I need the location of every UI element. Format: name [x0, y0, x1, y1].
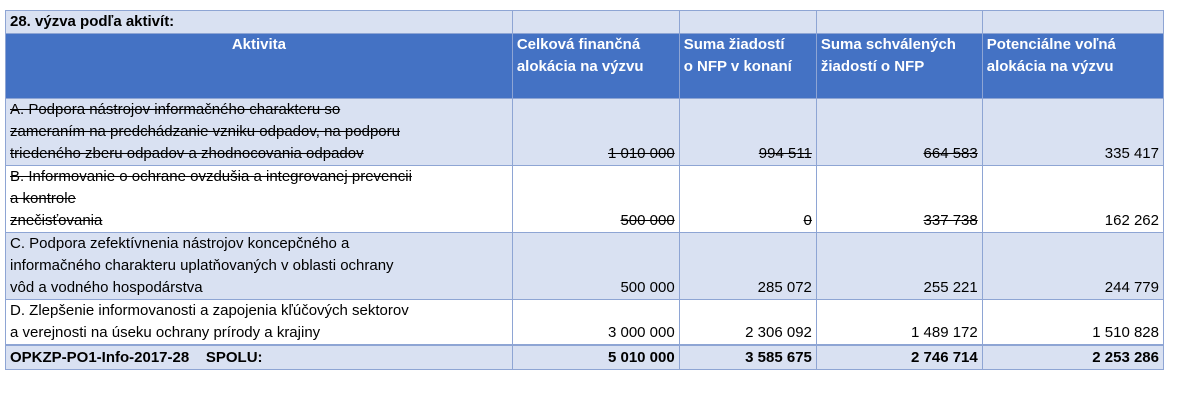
- free-cell: 335 417: [982, 99, 1163, 166]
- activity-cell: A. Podpora nástrojov informačného charakteru so zameraním na predchádzanie vzniku odpadov, na podporu triedeného zberu odpadov a zhodnocovania odpadov: [6, 99, 513, 166]
- table-title: 28. výzva podľa aktivít:: [6, 11, 513, 34]
- header-free-allocation: Potenciálne voľná alokácia na výzvu: [982, 34, 1163, 99]
- activity-cell: D. Zlepšenie informovanosti a zapojenia kľúčových sektorov a verejnosti na úseku ochrany prírody a krajiny: [6, 300, 513, 346]
- approved-cell: 664 583: [816, 99, 982, 166]
- pending-cell: 0: [679, 166, 816, 233]
- table-row: [6, 166, 1164, 233]
- table-title-row: [6, 11, 1164, 34]
- header-approved-requests: Suma schválených žiadostí o NFP: [816, 34, 982, 99]
- free-cell: 162 262: [982, 166, 1163, 233]
- header-activity: Aktivita: [6, 34, 513, 99]
- allocation-cell: 500 000: [512, 233, 679, 300]
- total-approved: 2 746 714: [816, 345, 982, 370]
- activity-cell: B. Informovanie o ochrane ovzdušia a integrovanej prevencii a kontrole znečisťovania: [6, 166, 513, 233]
- table-row: [6, 300, 1164, 346]
- approved-cell: 1 489 172: [816, 300, 982, 346]
- total-free: 2 253 286: [982, 345, 1163, 370]
- table-row: [6, 99, 1164, 166]
- header-pending-requests: Suma žiadostí o NFP v konaní: [679, 34, 816, 99]
- total-row: [6, 345, 1164, 370]
- total-label: OPKZP-PO1-Info-2017-28 SPOLU:: [6, 345, 513, 370]
- pending-cell: 285 072: [679, 233, 816, 300]
- free-cell: 1 510 828: [982, 300, 1163, 346]
- total-allocation: 5 010 000: [512, 345, 679, 370]
- approved-cell: 255 221: [816, 233, 982, 300]
- total-pending: 3 585 675: [679, 345, 816, 370]
- pending-cell: 994 511: [679, 99, 816, 166]
- table-row: [6, 233, 1164, 300]
- allocation-table: [5, 10, 1164, 370]
- header-total-allocation: Celková finančná alokácia na výzvu: [512, 34, 679, 99]
- allocation-cell: 500 000: [512, 166, 679, 233]
- free-cell: 244 779: [982, 233, 1163, 300]
- approved-cell: 337 738: [816, 166, 982, 233]
- activity-cell: C. Podpora zefektívnenia nástrojov koncepčného a informačného charakteru uplatňovaných v oblasti ochrany vôd a vodného hospodárstva: [6, 233, 513, 300]
- pending-cell: 2 306 092: [679, 300, 816, 346]
- header-row: [6, 34, 1164, 99]
- allocation-table-container: [5, 10, 1164, 370]
- allocation-cell: 1 010 000: [512, 99, 679, 166]
- allocation-cell: 3 000 000: [512, 300, 679, 346]
